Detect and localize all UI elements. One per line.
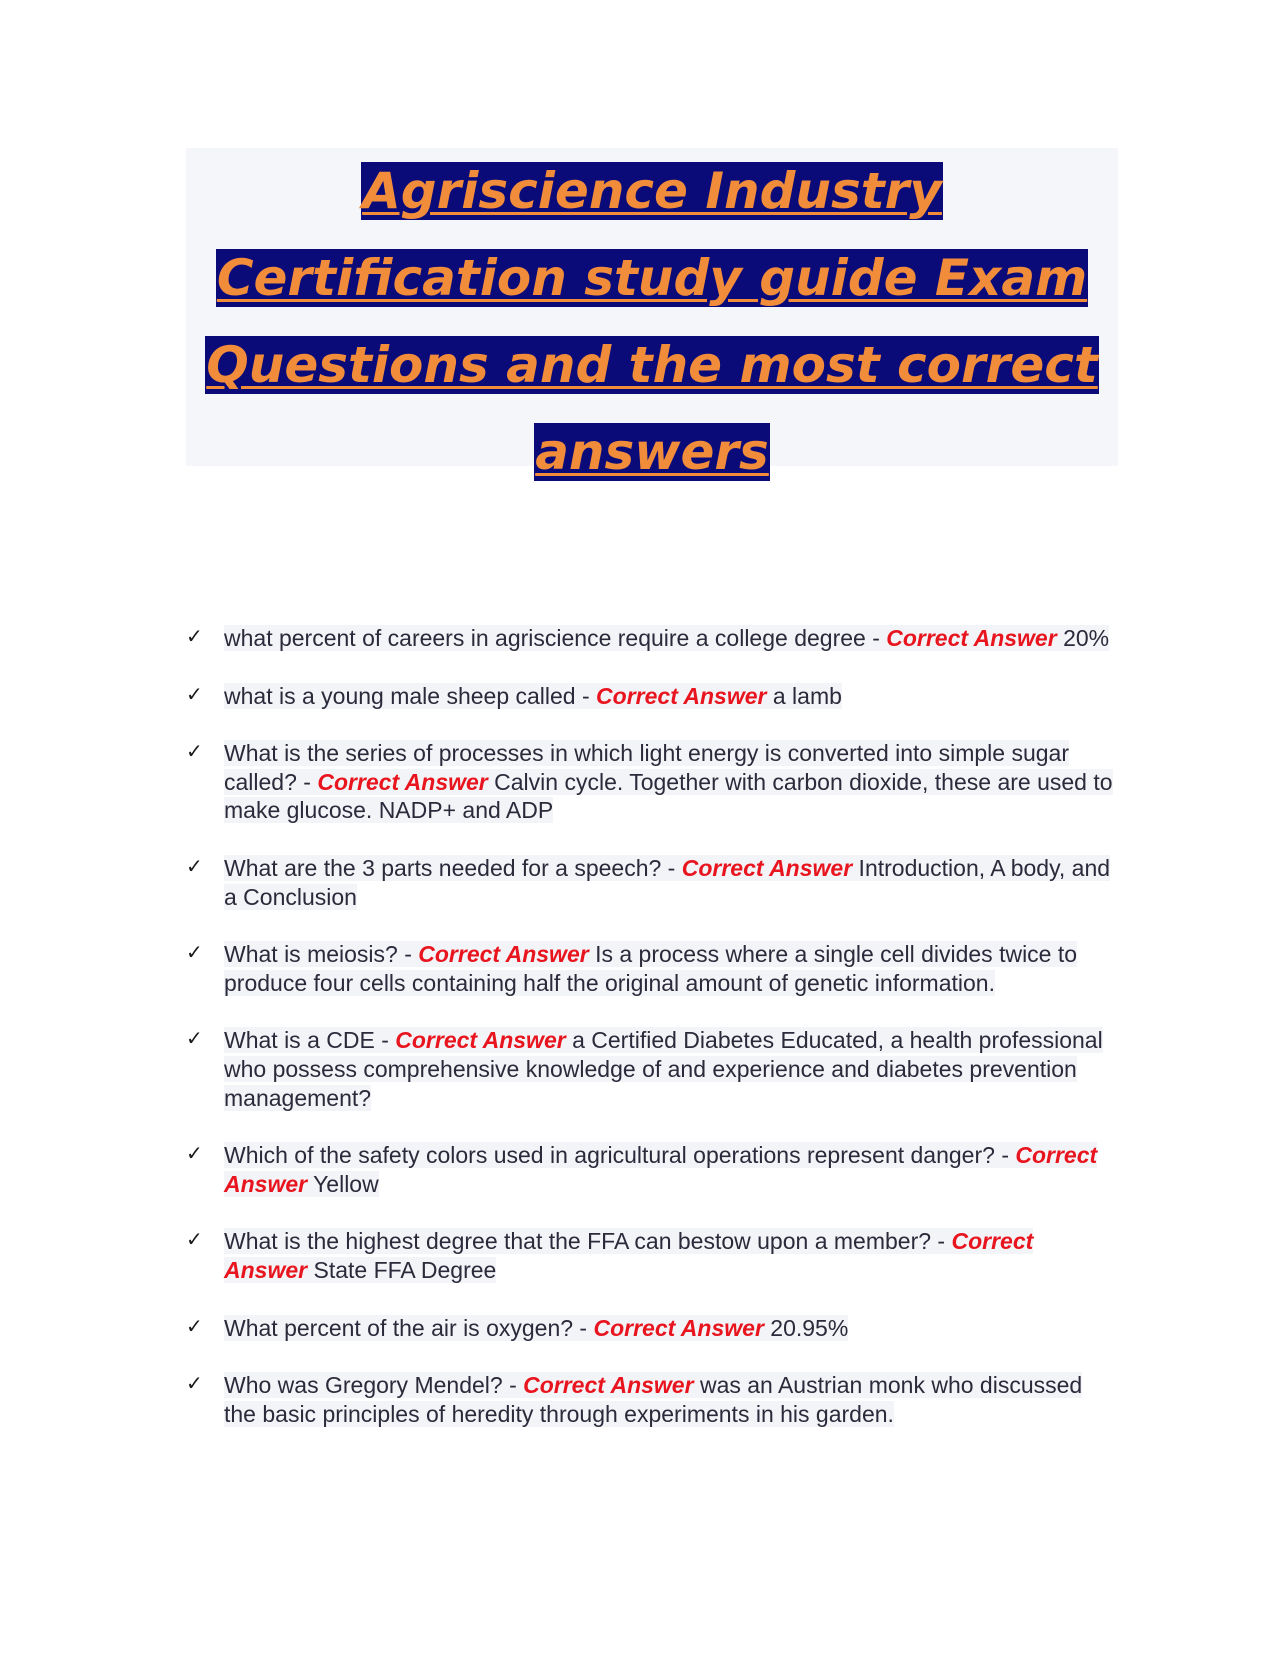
check-mark-icon: ✓ xyxy=(186,1371,203,1396)
list-item xyxy=(186,624,1116,653)
list-item xyxy=(186,1371,1116,1428)
question-text: What is the series of processes in which light energy is converted into simple sugar called? - xyxy=(224,740,1070,795)
question-answer-text xyxy=(224,1315,848,1341)
answer-text: a Certified Diabetes Educated, a health professional who possess comprehensive knowledge of and experience and diabetes prevention management? xyxy=(224,1027,1103,1111)
question-answer-text xyxy=(224,625,1109,651)
correct-answer-label: Correct Answer xyxy=(418,941,589,968)
correct-answer-label: Correct Answer xyxy=(224,1142,1098,1197)
check-mark-icon: ✓ xyxy=(186,853,203,878)
question-answer-text xyxy=(224,855,1110,910)
correct-answer-label: Correct Answer xyxy=(523,1372,694,1399)
question-text: what percent of careers in agriscience require a college degree - xyxy=(224,625,887,651)
correct-answer-label: Correct Answer xyxy=(596,682,767,709)
correct-answer-label: Correct Answer xyxy=(886,625,1057,651)
correct-answer-label: Correct Answer xyxy=(317,768,488,795)
check-mark-icon: ✓ xyxy=(186,681,203,706)
question-text: What is a CDE - xyxy=(224,1027,396,1054)
list-item xyxy=(186,1141,1116,1198)
check-mark-icon: ✓ xyxy=(186,940,203,965)
correct-answer-label: Correct Answer xyxy=(224,1228,1034,1283)
answer-text: a lamb xyxy=(766,682,842,709)
question-text: what is a young male sheep called - xyxy=(224,682,597,709)
title-line-1: Agriscience Industry xyxy=(362,162,942,220)
check-mark-icon: ✓ xyxy=(186,1026,203,1051)
question-text: What is meiosis? - xyxy=(224,941,419,968)
check-mark-icon: ✓ xyxy=(186,1313,203,1338)
check-mark-icon: ✓ xyxy=(186,739,203,764)
check-mark-icon: ✓ xyxy=(186,624,203,648)
question-answer-text xyxy=(224,683,842,709)
list-item xyxy=(186,1314,1116,1343)
list-item xyxy=(186,854,1116,911)
answer-text: Is a process where a single cell divides twice to produce four cells containing half the original amount of genetic information. xyxy=(224,941,1078,996)
correct-answer-label: Correct Answer xyxy=(395,1027,566,1054)
list-item xyxy=(186,739,1116,825)
title-line-3: Questions and the most correct xyxy=(206,336,1098,394)
question-text: What are the 3 parts needed for a speech? - xyxy=(224,854,682,881)
list-item xyxy=(186,682,1116,711)
question-text: What percent of the air is oxygen? - xyxy=(224,1314,594,1341)
correct-answer-label: Correct Answer xyxy=(593,1314,764,1341)
question-answer-text xyxy=(224,941,1077,996)
question-text: Who was Gregory Mendel? - xyxy=(224,1372,524,1399)
question-answer-text xyxy=(224,1027,1103,1110)
title-block xyxy=(186,148,1118,481)
question-answer-text xyxy=(224,1228,1033,1283)
question-answer-text xyxy=(224,740,1113,823)
answer-text: Yellow xyxy=(307,1170,379,1197)
list-item xyxy=(186,940,1116,997)
question-answer-text xyxy=(224,1142,1097,1197)
question-text: Which of the safety colors used in agricultural operations represent danger? - xyxy=(224,1142,1016,1169)
title-line-2: Certification study guide Exam xyxy=(216,249,1088,307)
check-mark-icon: ✓ xyxy=(186,1227,203,1252)
question-answer-list xyxy=(186,624,1116,1457)
question-text: What is the highest degree that the FFA can bestow upon a member? - xyxy=(224,1228,952,1255)
check-mark-icon: ✓ xyxy=(186,1141,203,1166)
answer-text: was an Austrian monk who discussed the basic principles of heredity through experiments in his garden. xyxy=(224,1372,1083,1427)
answer-text: 20% xyxy=(1056,625,1110,651)
title-line-4: answers xyxy=(535,423,769,481)
correct-answer-label: Correct Answer xyxy=(681,854,853,881)
answer-text: Introduction, A body, and a Conclusion xyxy=(224,854,1111,910)
list-item xyxy=(186,1227,1116,1284)
document-title xyxy=(186,148,1118,496)
answer-text: State FFA Degree xyxy=(307,1256,497,1283)
question-answer-text xyxy=(224,1372,1082,1427)
answer-text: 20.95% xyxy=(763,1314,849,1341)
answer-text: Calvin cycle. Together with carbon dioxide, these are used to make glucose. NADP+ and ADP xyxy=(224,768,1113,824)
list-item xyxy=(186,1026,1116,1112)
